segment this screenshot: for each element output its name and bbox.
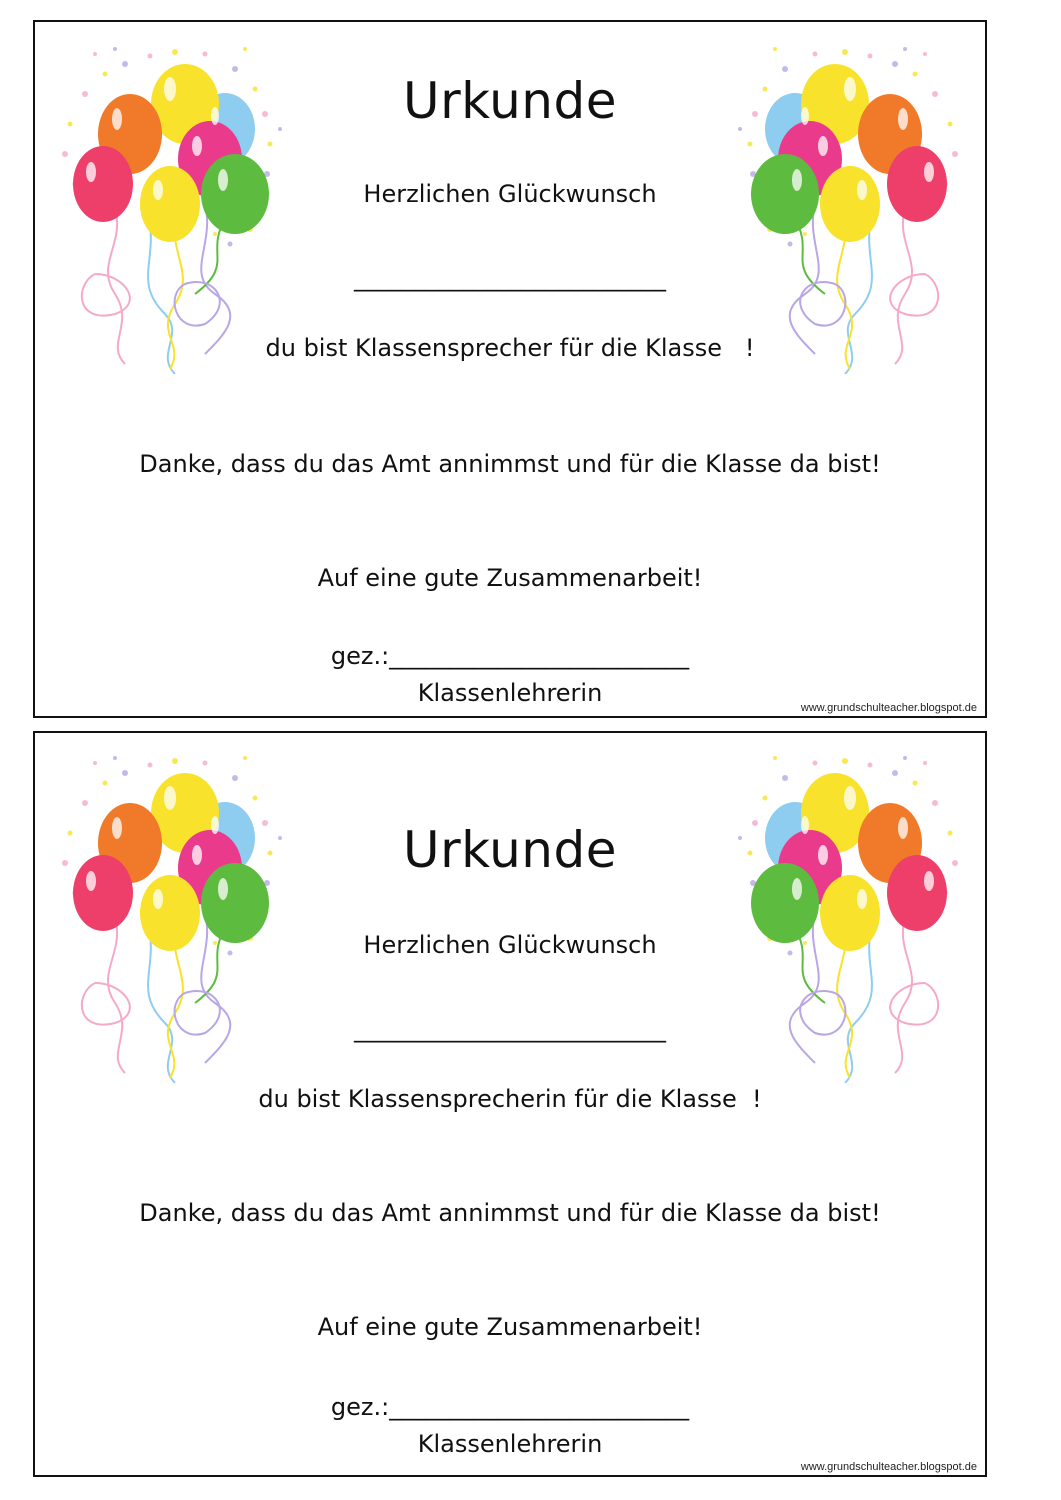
signature-line: gez.:_________________________ [330,642,690,670]
website-url: www.grundschulteacher.blogspot.de [800,702,977,714]
certificate-title: Urkunde [403,72,617,130]
role-sentence: du bist Klassensprecher für die Klasse ! [265,334,755,362]
website-url: www.grundschulteacher.blogspot.de [800,1461,977,1473]
signer-label: Klassenlehrerin [417,1430,603,1458]
certificate-title: Urkunde [403,821,617,879]
greeting-text: Herzlichen Glückwunsch [363,931,657,959]
closing-text: Auf eine gute Zusammenarbeit! [317,564,703,592]
greeting-text: Herzlichen Glückwunsch [363,180,657,208]
name-line: __________________________ [354,1015,666,1043]
certificate-card [33,731,987,1477]
thanks-text: Danke, dass du das Amt annimmst und für die Klasse da bist! [139,1199,881,1227]
signer-label: Klassenlehrerin [417,679,603,707]
closing-text: Auf eine gute Zusammenarbeit! [317,1313,703,1341]
name-line: __________________________ [354,264,666,292]
signature-line: gez.:_________________________ [330,1393,690,1421]
thanks-text: Danke, dass du das Amt annimmst und für die Klasse da bist! [139,450,881,478]
certificate-card [33,20,987,718]
role-sentence: du bist Klassensprecherin für die Klasse ! [258,1085,762,1113]
